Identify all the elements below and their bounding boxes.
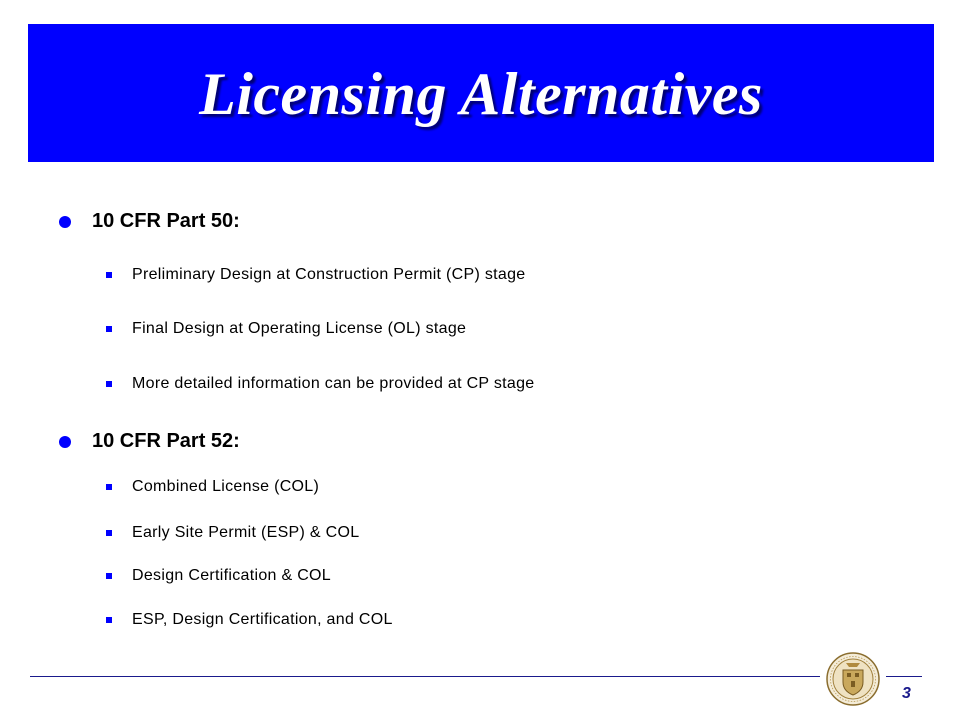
university-seal-icon bbox=[826, 652, 880, 706]
round-bullet-icon bbox=[59, 216, 71, 228]
list-item-label: Combined License (COL) bbox=[132, 478, 320, 495]
list-item bbox=[106, 266, 526, 284]
list-item-label: More detailed information can be provided at CP stage bbox=[132, 375, 535, 392]
section-heading-part-50 bbox=[59, 210, 240, 233]
title-banner bbox=[28, 24, 934, 162]
square-bullet-icon bbox=[106, 381, 112, 387]
list-item-label: Design Certification & COL bbox=[132, 567, 331, 584]
list-item bbox=[106, 567, 331, 585]
square-bullet-icon bbox=[106, 617, 112, 623]
footer-divider bbox=[30, 676, 820, 677]
list-item bbox=[106, 524, 359, 542]
list-item bbox=[106, 320, 466, 338]
list-item-label: ESP, Design Certification, and COL bbox=[132, 611, 393, 628]
square-bullet-icon bbox=[106, 573, 112, 579]
list-item bbox=[106, 478, 319, 496]
slide-title: Licensing Alternatives bbox=[199, 60, 763, 127]
list-item-label: Early Site Permit (ESP) & COL bbox=[132, 524, 360, 541]
square-bullet-icon bbox=[106, 272, 112, 278]
square-bullet-icon bbox=[106, 484, 112, 490]
page-number: 3 bbox=[902, 685, 911, 702]
list-item bbox=[106, 611, 393, 629]
footer-divider-right bbox=[886, 676, 922, 677]
section-heading-label: 10 CFR Part 52: bbox=[92, 430, 240, 452]
list-item-label: Final Design at Operating License (OL) stage bbox=[132, 320, 467, 337]
section-heading-part-52 bbox=[59, 430, 240, 453]
round-bullet-icon bbox=[59, 436, 71, 448]
list-item-label: Preliminary Design at Construction Permit (CP) stage bbox=[132, 266, 526, 283]
square-bullet-icon bbox=[106, 530, 112, 536]
section-heading-label: 10 CFR Part 50: bbox=[92, 210, 240, 232]
list-item bbox=[106, 375, 535, 393]
square-bullet-icon bbox=[106, 326, 112, 332]
